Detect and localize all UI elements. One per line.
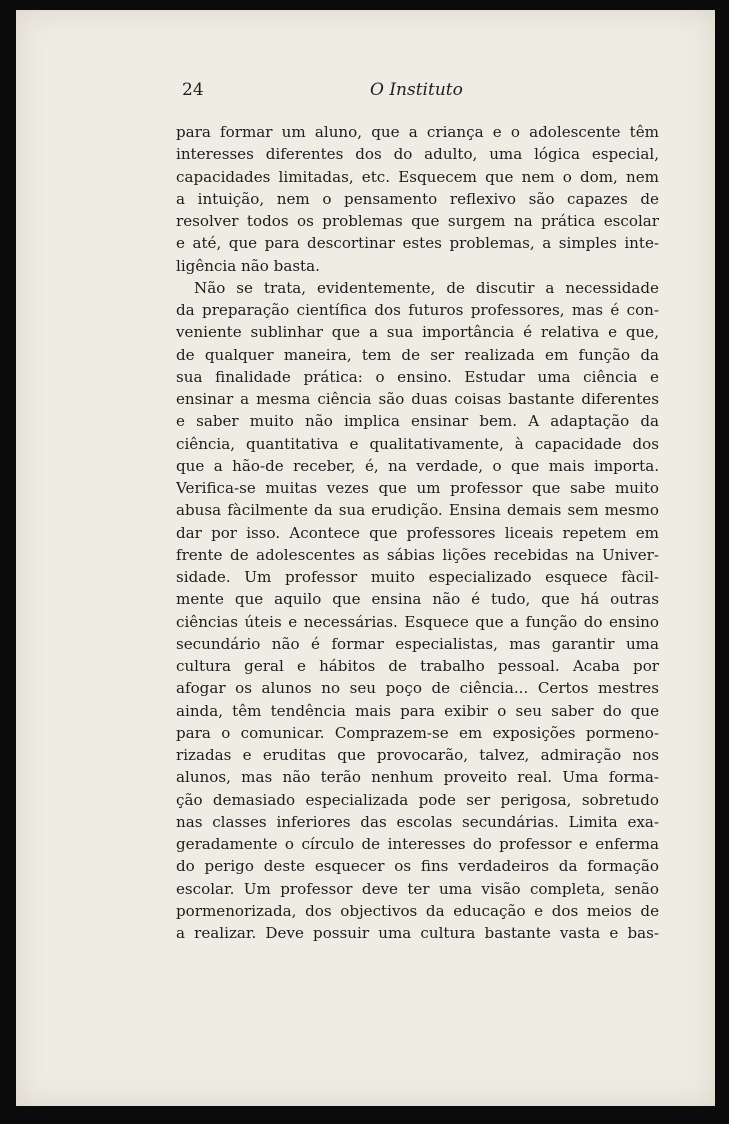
page-header [16,80,715,104]
text-line: nas classes inferiores das escolas secundárias. Limita exa- [176,812,659,831]
text-line: rizadas e eruditas que provocarão, talvez, admiração nos [176,746,659,764]
text-line: dar por isso. Acontece que professores liceais repetem em [176,523,659,542]
text-line: para formar um aluno, que a criança e o adolescente têm [176,123,659,141]
text-line: ligência não basta. [176,256,320,275]
body-text [176,121,659,944]
text-line: cultura geral e hábitos de trabalho pessoal. Acaba por [176,657,659,675]
text-line: mente que aquilo que ensina não é tudo, que há outras [176,590,659,609]
text-line: escolar. Um professor deve ter uma visão completa, senão [176,879,659,898]
text-line: ainda, têm tendência mais para exibir o seu saber do que [176,701,659,720]
text-line: geradamente o círculo de interesses do professor e enferma [176,835,659,853]
text-line: frente de adolescentes as sábias lições recebidas na Univer- [176,545,659,564]
text-line: sua finalidade prática: o ensino. Estudar uma ciência e [176,367,659,386]
page-number: 24 [182,80,204,100]
text-line: alunos, mas não terão nenhum proveito real. Uma forma- [176,768,659,787]
running-title: O Instituto [370,80,463,100]
text-line: capacidades limitadas, etc. Esquecem que nem o dom, nem [176,167,659,186]
text-line: abusa fàcilmente da sua erudição. Ensina demais sem mesmo [176,501,659,520]
text-line: de qualquer maneira, tem de ser realizada em função da [176,345,659,364]
text-line: da preparação científica dos futuros professores, mas é con- [176,301,659,319]
text-line: ciências úteis e necessárias. Esquece que a função do ensino [176,612,659,631]
text-line: que a hão-de receber, é, na verdade, o que mais importa. [176,456,659,475]
text-line: ensinar a mesma ciência são duas coisas bastante diferentes [176,390,659,408]
book-page [16,10,715,1106]
text-line: pormenorizada, dos objectivos da educação e dos meios de [176,901,659,920]
text-line: resolver todos os problemas que surgem na prática escolar [176,212,659,230]
text-line: ciência, quantitativa e qualitativamente, à capacidade dos [176,434,659,453]
text-line: Não se trata, evidentemente, de discutir a necessidade [194,278,659,297]
paragraph [176,121,659,277]
text-line: sidade. Um professor muito especializado esquece fàcil- [176,568,659,586]
text-line: para o comunicar. Comprazem-se em exposições pormeno- [176,723,659,742]
text-line: e saber muito não implica ensinar bem. A adaptação da [176,412,659,431]
text-line: veniente sublinhar que a sua importância é relativa e que, [176,323,659,342]
text-line: Verifica-se muitas vezes que um professor que sabe muito [176,479,659,497]
text-line: do perigo deste esquecer os fins verdadeiros da formação [176,857,659,876]
text-line: a realizar. Deve possuir uma cultura bastante vasta e bas- [176,924,659,942]
paragraph [176,277,659,945]
text-line: a intuição, nem o pensamento reflexivo são capazes de [176,189,659,208]
text-line: e até, que para descortinar estes problemas, a simples inte- [176,234,659,253]
text-line: secundário não é formar especialistas, mas garantir uma [176,634,659,653]
text-line: interesses diferentes dos do adulto, uma lógica especial, [176,145,659,164]
text-line: afogar os alunos no seu poço de ciência... Certos mestres [176,679,659,698]
text-line: ção demasiado especializada pode ser perigosa, sobretudo [176,790,659,809]
